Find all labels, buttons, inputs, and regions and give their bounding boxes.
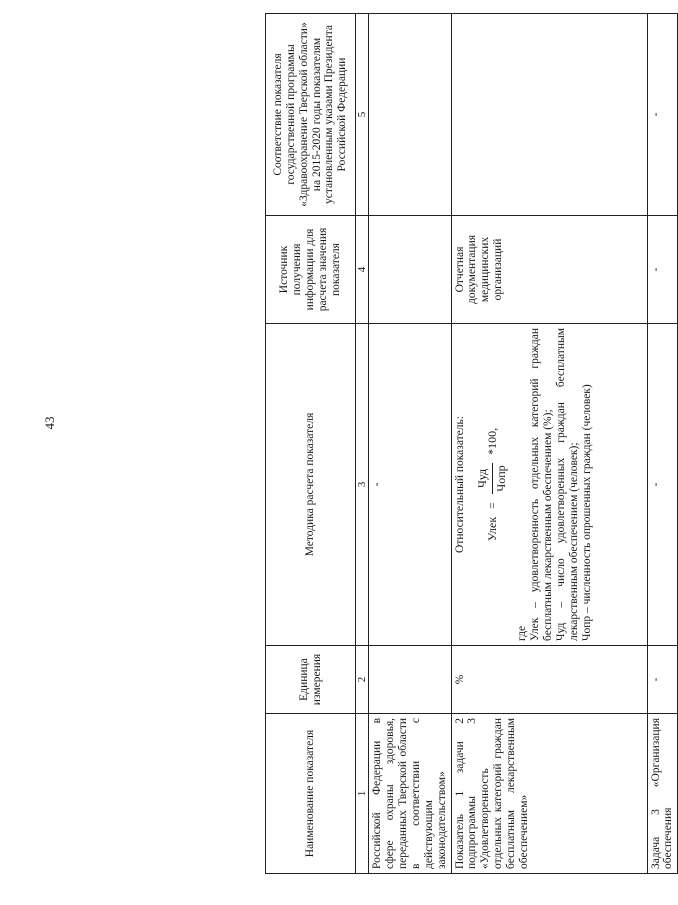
table-row bbox=[647, 14, 678, 874]
column-number-row bbox=[356, 14, 369, 874]
formula-fraction bbox=[476, 463, 508, 494]
method-cell: - bbox=[647, 324, 678, 646]
header-name: Наименование показателя bbox=[266, 714, 356, 874]
compliance-cell bbox=[451, 14, 647, 216]
compliance-cell bbox=[369, 14, 451, 216]
unit-cell: - bbox=[647, 646, 678, 714]
unit-cell: % bbox=[451, 646, 647, 714]
formula-eq: = bbox=[484, 502, 499, 509]
method-title: Относительный показатель: bbox=[453, 416, 466, 553]
header-method: Методика расчета показателя bbox=[266, 324, 356, 646]
source-cell: Отчетная документация медицинских организаций bbox=[451, 216, 647, 324]
definition: Чуд – число удовлетворенных граждан бесплатным лекарственным обеспечением (человек); bbox=[554, 328, 580, 641]
col-number: 4 bbox=[356, 216, 369, 324]
compliance-cell: - bbox=[647, 14, 678, 216]
header-compliance: Соответствие показателя государственной программы «Здравоохранение Тверской области» на 2015-2020 годы показателям установленным указами Президента Российской Федерации bbox=[266, 14, 356, 216]
indicators-table bbox=[265, 13, 678, 874]
col-number: 1 bbox=[356, 714, 369, 874]
indicator-name: Показатель 1 задачи 2 подпрограммы 3 «Удовлетворенность отдельных категорий граждан бесплатным лекарственным обеспечением» bbox=[451, 714, 647, 874]
method-cell: - bbox=[369, 324, 451, 646]
formula-lhs: Улек bbox=[484, 516, 499, 542]
source-cell bbox=[369, 216, 451, 324]
header-source: Источник получения информации для расчета значения показателя bbox=[266, 216, 356, 324]
formula bbox=[476, 328, 508, 641]
header-unit: Единица измерения bbox=[266, 646, 356, 714]
col-number: 2 bbox=[356, 646, 369, 714]
formula-numerator: Чуд bbox=[476, 463, 492, 494]
definition: Чопр – численность опрошенных граждан (человек) bbox=[580, 384, 593, 641]
where-label: где bbox=[516, 625, 529, 641]
table-row bbox=[369, 14, 451, 874]
definition: Улек – удовлетворенность отдельных категорий граждан бесплатным лекарственным обеспечением (%); bbox=[529, 328, 555, 641]
source-cell: - bbox=[647, 216, 678, 324]
formula-multiplier: *100, bbox=[484, 427, 499, 455]
col-number: 3 bbox=[356, 324, 369, 646]
formula-denominator: Чопр bbox=[493, 465, 508, 492]
header-row bbox=[266, 14, 356, 874]
unit-cell bbox=[369, 646, 451, 714]
rotated-page bbox=[265, 14, 675, 874]
method-cell bbox=[451, 324, 647, 646]
indicator-name: Задача 3 «Организация обеспечения bbox=[647, 714, 678, 874]
page-number: 43 bbox=[42, 416, 57, 430]
table-row bbox=[451, 14, 647, 874]
col-number: 5 bbox=[356, 14, 369, 216]
indicator-name: Российской Федерации в сфере охраны здоровья, переданных Тверской области в соответствии с действующим законодательством» bbox=[369, 714, 451, 874]
